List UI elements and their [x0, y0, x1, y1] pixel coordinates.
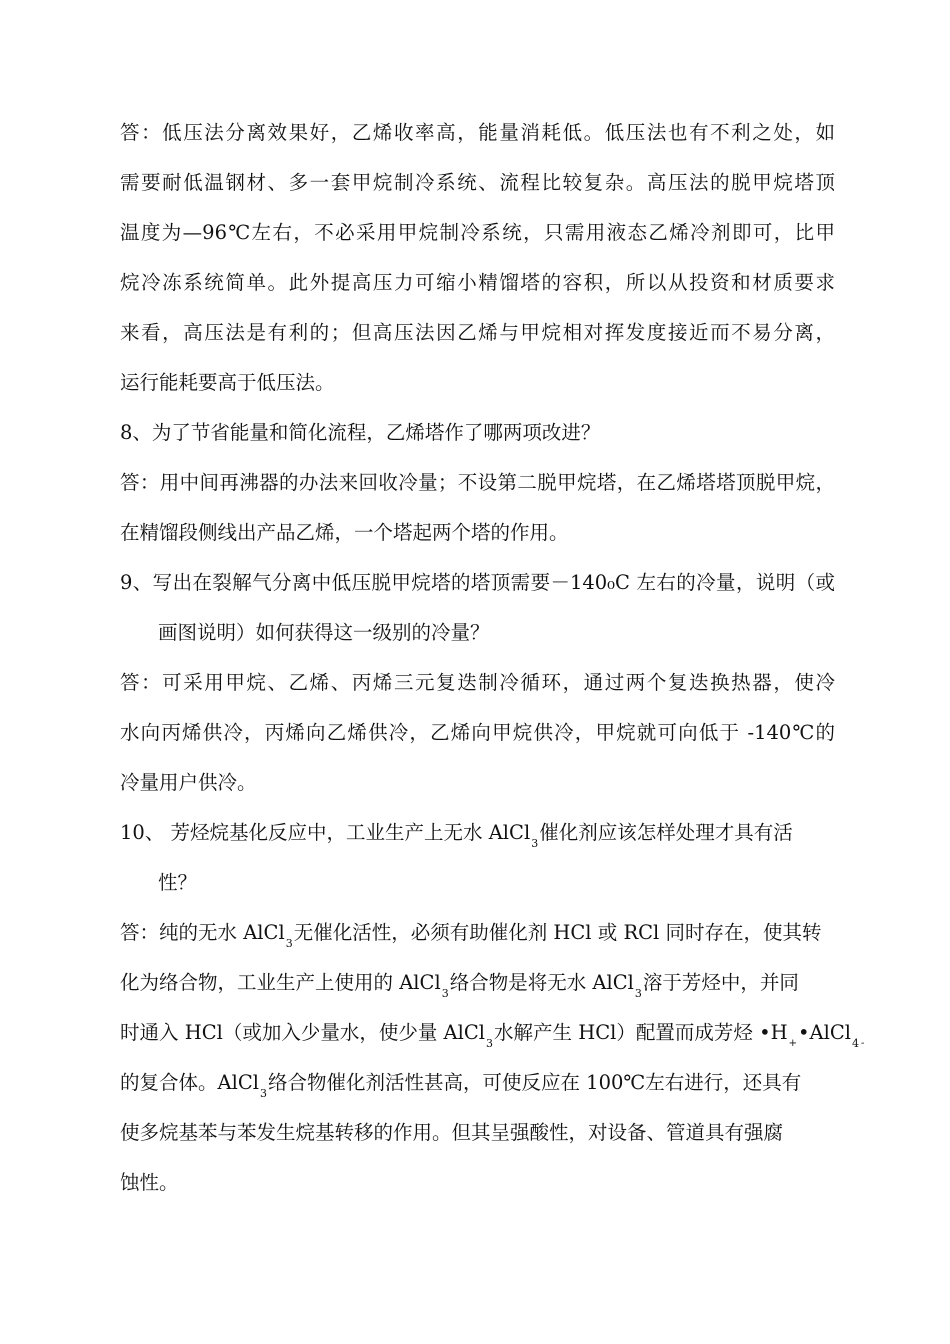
subscript-4: 4 [852, 1037, 859, 1050]
subscript-3: 3 [531, 837, 539, 850]
subscript-3: 3 [634, 987, 642, 1000]
answer-10-text: 化为络合物，工业生产上使用的 AlCl [120, 971, 441, 994]
subscript-3: 3 [259, 1087, 267, 1100]
question-10-line-2: 性？ [158, 871, 198, 894]
answer-7-line-6: 运行能耗要高于低压法。 [120, 371, 335, 394]
subscript-3: 3 [441, 987, 449, 1000]
answer-8-line-1: 答：用中间再沸器的办法来回收冷量；不设第二脱甲烷塔，在乙烯塔塔顶脱甲烷， [120, 471, 835, 494]
subscript-3: 3 [285, 937, 293, 950]
answer-7-line-4: 烷冷冻系统简单。此外提高压力可缩小精馏塔的容积，所以从投资和材质要求 [120, 271, 835, 294]
subscript-3: 3 [486, 1037, 494, 1050]
answer-10-text: 答：纯的无水 AlCl [120, 921, 285, 944]
answer-10-line-4 [120, 1071, 835, 1098]
answer-10-line-5: 使多烷基苯与苯发生烷基转移的作用。但其呈强酸性，对设备、管道具有强腐 [120, 1121, 784, 1144]
question-9-line-2: 画图说明）如何获得这一级别的冷量？ [158, 621, 490, 644]
answer-10-text: 的复合体。AlCl [120, 1071, 259, 1094]
question-8: 8、为了节省能量和简化流程，乙烯塔作了哪两项改进？ [120, 421, 601, 444]
minus-sign: - [861, 1038, 865, 1049]
question-10-text-a: 10、 芳烃烷基化反应中，工业生产上无水 AlCl [120, 821, 531, 844]
answer-9-line-2: 水向丙烯供冷，丙烯向乙烯供冷，乙烯向甲烷供冷，甲烷就可向低于 -140℃的 [120, 721, 835, 744]
answer-10-line-2 [120, 971, 835, 998]
answer-10-text: 时通入 HCl（或加入少量水，使少量 AlCl [120, 1021, 486, 1044]
answer-8-line-2: 在精馏段侧线出产品乙烯，一个塔起两个塔的作用。 [120, 521, 569, 544]
answer-7-line-3: 温度为—96℃左右，不必采用甲烷制冷系统，只需用液态乙烯冷剂即可，比甲 [120, 221, 835, 244]
question-10-text-b: 催化剂应该怎样处理才具有活 [539, 821, 793, 844]
answer-9-line-1: 答：可采用甲烷、乙烯、丙烯三元复迭制冷循环，通过两个复迭换热器，使冷 [120, 671, 835, 694]
answer-10-text: 络合物是将无水 AlCl [449, 971, 634, 994]
answer-10-line-1 [120, 921, 835, 948]
answer-10-text: 溶于芳烃中，并同 [642, 971, 799, 994]
answer-10-text: •AlCl [798, 1021, 851, 1044]
question-10-line-1 [120, 821, 835, 848]
answer-7-line-5: 来看，高压法是有利的；但高压法因乙烯与甲烷相对挥发度接近而不易分离， [120, 321, 835, 344]
question-9-line-1: 9、写出在裂解气分离中低压脱甲烷塔的塔顶需要－140₀C 左右的冷量，说明（或 [120, 571, 835, 594]
answer-10-line-3 [120, 1021, 865, 1050]
answer-10-text: 水解产生 HCl）配置而成芳烃 •H [494, 1021, 788, 1044]
answer-7-line-1: 答：低压法分离效果好，乙烯收率高，能量消耗低。低压法也有不利之处，如 [120, 121, 835, 144]
answer-10-line-6: 蚀性。 [120, 1171, 179, 1194]
answer-9-line-3: 冷量用户供冷。 [120, 771, 257, 794]
plus-sign: + [788, 1038, 798, 1049]
answer-10-text: 无催化活性，必须有助催化剂 HCl 或 RCl 同时存在，使其转 [293, 921, 822, 944]
answer-10-text: 络合物催化剂活性甚高，可使反应在 100℃左右进行，还具有 [267, 1071, 802, 1094]
answer-7-line-2: 需要耐低温钢材、多一套甲烷制冷系统、流程比较复杂。高压法的脱甲烷塔顶 [120, 171, 835, 194]
